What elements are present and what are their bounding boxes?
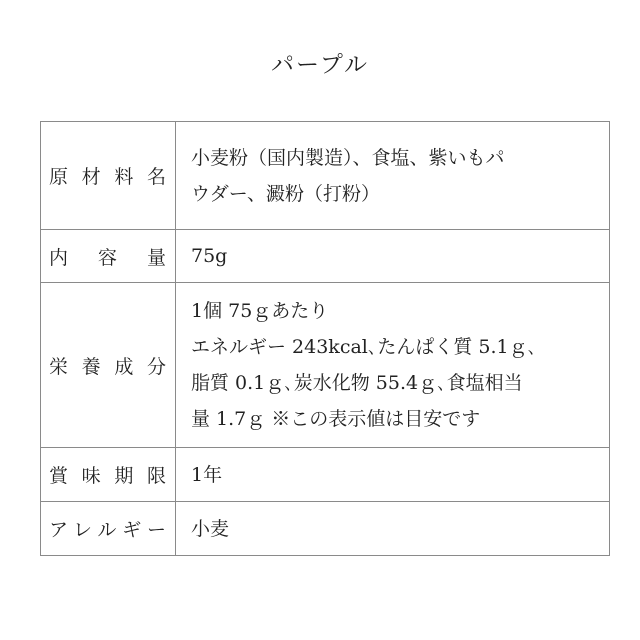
table-row-expiry <box>41 448 610 502</box>
ingredients-header: 原材料名 <box>41 122 176 230</box>
nutrition-line: エネルギー 243kcal､たんぱく質 5.1ｇ､ <box>191 336 538 358</box>
nutrition-value <box>176 283 610 448</box>
table-row-content <box>41 230 610 283</box>
nutrition-header: 栄養成分 <box>41 283 176 448</box>
ingredients-line: 小麦粉（国内製造）、食塩、紫いもパ <box>191 146 505 169</box>
product-title: パープル <box>271 52 369 78</box>
table-row-ingredients <box>41 122 610 230</box>
content-header: 内容量 <box>41 230 176 283</box>
allergy-header: アレルギー <box>41 502 176 556</box>
ingredients-value <box>176 122 610 230</box>
content-line: 75g <box>191 245 228 267</box>
nutrition-line: 脂質 0.1ｇ､炭水化物 55.4ｇ､食塩相当 <box>191 372 523 394</box>
expiry-header: 賞味期限 <box>41 448 176 502</box>
allergy-value <box>176 502 610 556</box>
nutrition-line: 1個 75ｇあたり <box>191 300 329 322</box>
ingredients-line: ウダー、澱粉（打粉） <box>191 182 381 205</box>
nutrition-line: 量 1.7ｇ ※この表示値は目安です <box>191 408 481 430</box>
food-label-table <box>40 121 610 556</box>
content-value <box>176 230 610 283</box>
expiry-value <box>176 448 610 502</box>
expiry-line: 1年 <box>191 463 223 486</box>
allergy-line: 小麦 <box>191 517 230 540</box>
table-row-allergy <box>41 502 610 556</box>
table-row-nutrition <box>41 283 610 448</box>
